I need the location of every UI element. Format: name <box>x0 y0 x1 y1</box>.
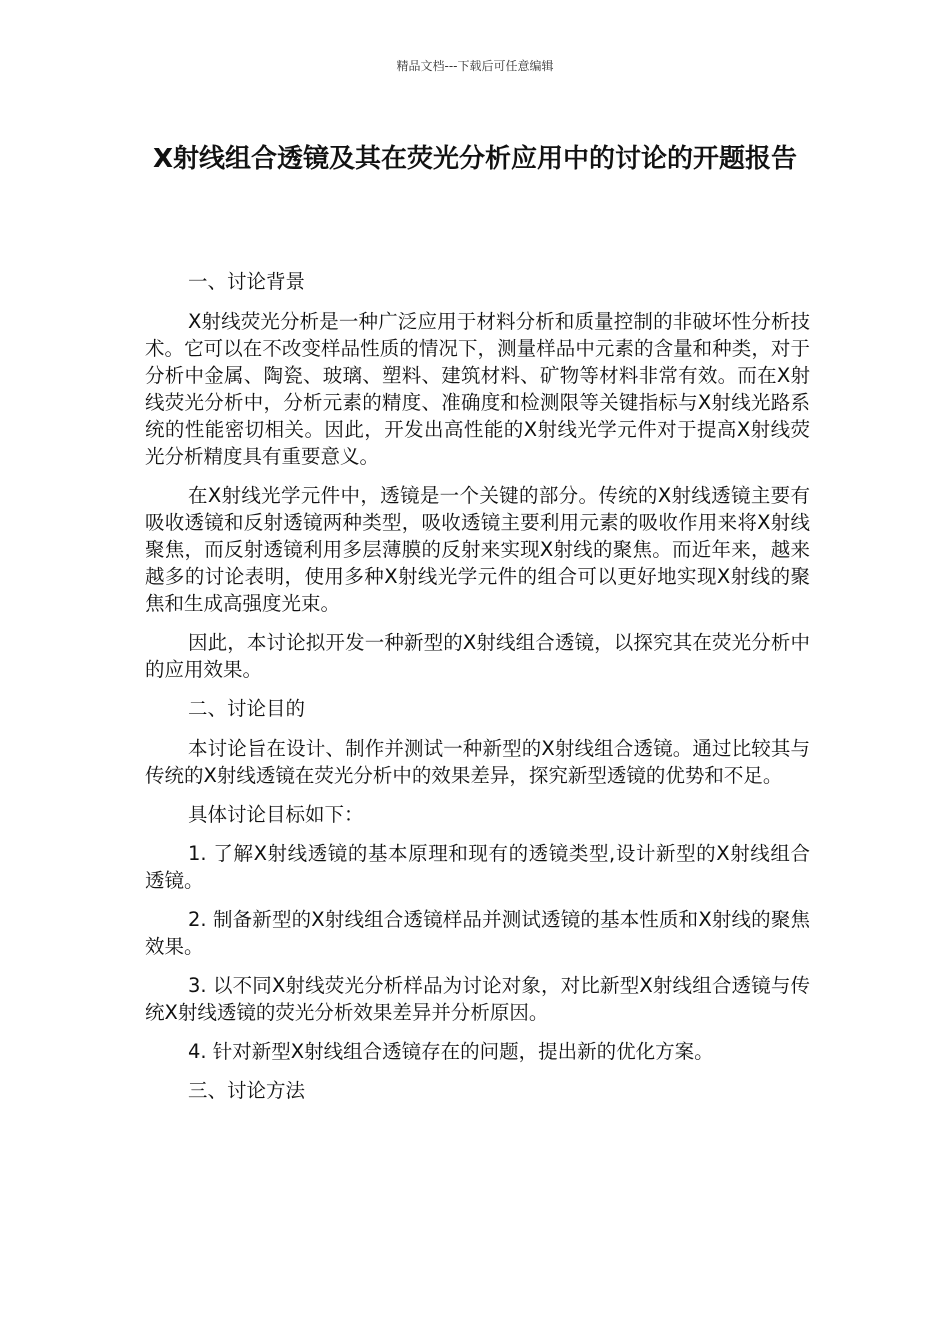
paragraph: 本讨论旨在设计、制作并测试一种新型的X射线组合透镜。通过比较其与传统的X射线透镜在荧光分析中的效果差异，探究新型透镜的优势和不足。 <box>145 737 810 787</box>
paragraph: 在X射线光学元件中，透镜是一个关键的部分。传统的X射线透镜主要有吸收透镜和反射透镜两种类型，吸收透镜主要利用元素的吸收作用来将X射线聚焦，而反射透镜利用多层薄膜的反射来实现X射线的聚焦。而近年来，越来越多的讨论表明，使用多种X射线光学元件的组合可以更好地实现X射线的聚焦和生成高强度光束。 <box>145 484 810 615</box>
paragraph: 因此，本讨论拟开发一种新型的X射线组合透镜，以探究其在荧光分析中的应用效果。 <box>145 631 810 681</box>
list-item: 4. 针对新型X射线组合透镜存在的问题，提出新的优化方案。 <box>188 1040 714 1063</box>
section-heading: 二、讨论目的 <box>188 697 306 720</box>
paragraph: X射线荧光分析是一种广泛应用于材料分析和质量控制的非破坏性分析技术。它可以在不改变样品性质的情况下，测量样品中元素的含量和种类，对于分析中金属、陶瓷、玻璃、塑料、建筑材料、矿物等材料非常有效。而在X射线荧光分析中，分析元素的精度、准确度和检测限等关键指标与X射线光路系统的性能密切相关。因此，开发出高性能的X射线光学元件对于提高X射线荧光分析精度具有重要意义。 <box>145 310 810 468</box>
paragraph: 具体讨论目标如下： <box>188 803 364 826</box>
document-title: X射线组合透镜及其在荧光分析应用中的讨论的开题报告 <box>152 144 798 174</box>
page-header: 精品文档---下载后可任意编辑 <box>396 59 554 73</box>
list-item: 2. 制备新型的X射线组合透镜样品并测试透镜的基本性质和X射线的聚焦效果。 <box>145 908 810 958</box>
list-item: 3. 以不同X射线荧光分析样品为讨论对象，对比新型X射线组合透镜与传统X射线透镜的荧光分析效果差异并分析原因。 <box>145 974 810 1024</box>
section-heading: 三、讨论方法 <box>188 1079 306 1102</box>
list-item: 1. 了解X射线透镜的基本原理和现有的透镜类型,设计新型的X射线组合透镜。 <box>145 842 810 892</box>
section-heading: 一、讨论背景 <box>188 270 306 293</box>
document-body <box>145 268 810 1117</box>
